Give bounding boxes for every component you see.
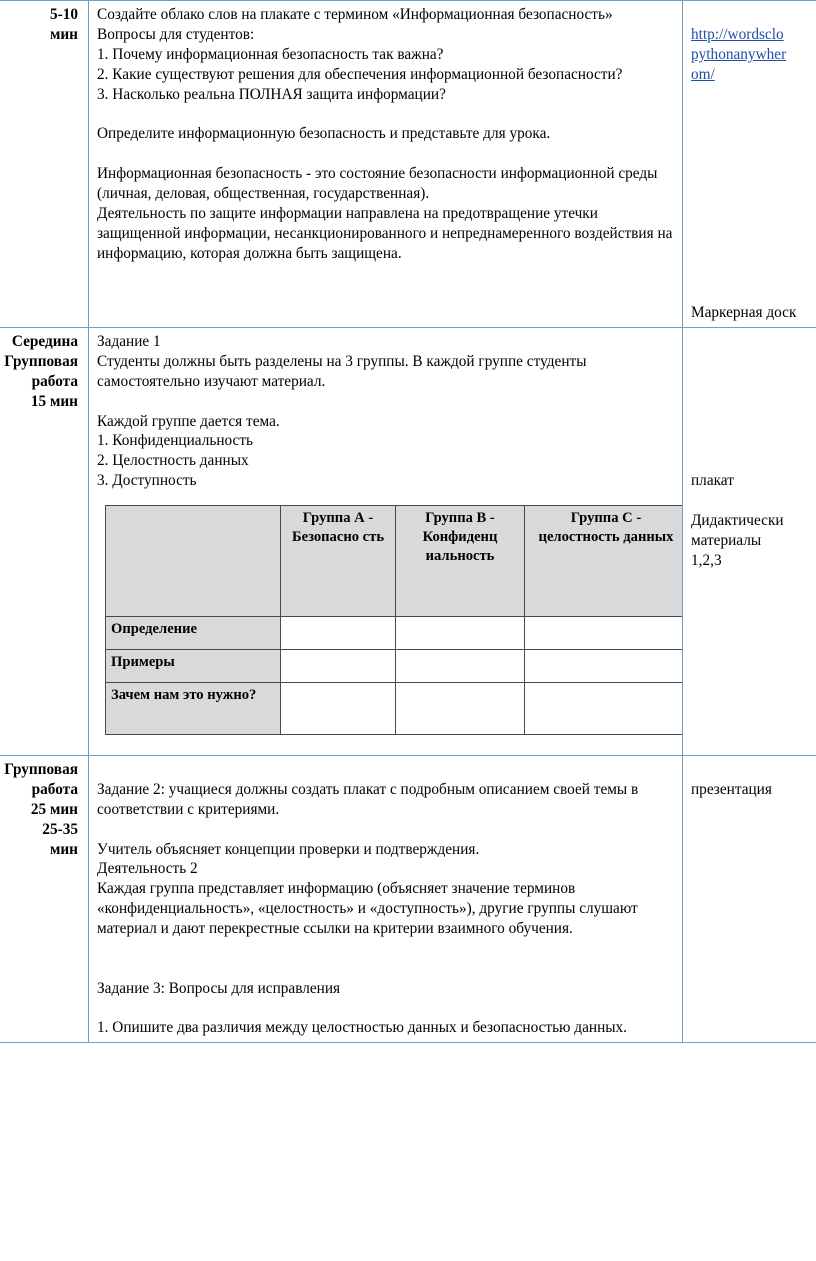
time-line: Середина [11,333,78,350]
resource-spacer [691,164,809,184]
criteria-table [105,505,688,735]
question-2: 2. Какие существуют решения для обеспечения информационной безопасности? [97,65,623,83]
resource-spacer [691,491,809,511]
row-content-cell-3 [89,756,683,1043]
criteria-corner-cell [106,506,281,617]
topic-2: 2. Целостность данных [97,452,249,470]
resource-spacer [691,144,809,164]
criteria-col-group-c: Группа С - целостность данных [525,506,688,617]
resource-spacer [691,451,809,471]
resource-spacer [691,224,809,244]
resource-whiteboard: Маркерная доск [691,304,797,322]
time-line: Групповая [4,761,78,778]
resource-poster: плакат [691,472,734,490]
row-resources-cell-3 [683,756,816,1043]
criteria-header-row [106,506,688,617]
time-line: 25 мин [30,800,78,818]
resource-didactic-materials-line3: 1,2,3 [691,551,722,569]
row-resources-cell-1 [683,1,816,328]
paragraph-spacer [97,104,675,124]
row-time-cell-1 [0,1,89,328]
criteria-row-definition [106,617,688,650]
assignment-3-question-1: 1. Опишите два различия между целостностью данных и безопасностью данных. [97,1019,628,1037]
criteria-col-group-b: Группа В - Конфиденц иальность [396,506,525,617]
time-line: мин [49,840,78,858]
definition-text: Информационная безопасность - это состояние безопасности информационной среды (личная, деловая, общественная, государственная). [97,165,658,202]
activity-2-title: Деятельность 2 [97,860,198,878]
paragraph-spacer [97,392,675,412]
activity-2-text: Каждая группа представляет информацию (объясняет значение терминов «конфиденциальность», «целостность» и «доступность»), другие группы слушают материал и дают перекрестные ссылки на критерии взаимного обучения. [97,880,638,937]
criteria-row-why [106,683,688,735]
paragraph-spacer [97,939,675,959]
row-content-cell-1 [89,1,683,328]
criteria-cell[interactable] [281,617,396,650]
table-row [0,1,816,328]
resource-spacer [691,85,809,105]
question-3: 3. Насколько реальна ПОЛНАЯ защита информации? [97,85,446,103]
resource-presentation: презентация [691,780,772,798]
resource-spacer [691,5,809,25]
paragraph-spacer [97,820,675,840]
wordcloud-link-line-1[interactable]: http://wordsclo [691,25,784,43]
time-line: Групповая [4,352,78,370]
teacher-explanation-text: Учитель объясняет концепции проверки и подтверждения. [97,840,480,858]
criteria-cell[interactable] [396,683,525,735]
criteria-cell[interactable] [281,683,396,735]
topics-heading: Каждой группе дается тема. [97,412,280,430]
paragraph-spacer [97,144,675,164]
criteria-cell[interactable] [525,650,688,683]
table-row [0,328,816,756]
criteria-cell[interactable] [396,617,525,650]
criteria-cell[interactable] [525,617,688,650]
assignment-3-title: Задание 3: Вопросы для исправления [97,979,341,997]
row-time-cell-2 [0,328,89,756]
resource-spacer [691,352,809,372]
resource-spacer [691,184,809,204]
time-line: 15 мин [30,392,78,410]
time-line: работа [31,372,78,390]
topic-3: 3. Доступность [97,472,197,490]
table-row [0,756,816,1043]
row-time-cell-3 [0,756,89,1043]
resource-spacer [691,204,809,224]
assignment-1-text: Студенты должны быть разделены на 3 группы. В каждой группе студенты самостоятельно изучают материал. [97,352,587,390]
criteria-row-label: Примеры [106,650,281,683]
time-line: мин [49,25,78,43]
task-instruction: Создайте облако слов на плакате с термином «Информационная безопасность» [97,6,613,23]
wordcloud-link-line-3[interactable]: om/ [691,65,715,83]
criteria-col-group-a: Группа А - Безопасно сть [281,506,396,617]
resource-spacer [691,244,809,264]
row-content-cell-2 [89,328,683,756]
criteria-row-label: Зачем нам это нужно? [106,683,281,735]
resource-spacer [691,412,809,432]
resource-spacer [691,392,809,412]
paragraph-spacer [97,760,675,780]
questions-heading: Вопросы для студентов: [97,25,255,43]
assignment-1-title: Задание 1 [97,333,161,350]
resource-spacer [691,760,809,780]
criteria-cell[interactable] [525,683,688,735]
criteria-row-examples [106,650,688,683]
paragraph-spacer [97,999,675,1019]
criteria-cell[interactable] [281,650,396,683]
resource-didactic-materials-line1: Дидактически [691,511,784,529]
resource-spacer [691,104,809,124]
protection-activity-text: Деятельность по защите информации направлена на предотвращение утечки защищенной информации, несанкционированного и непреднамеренного воздействия на информацию, которая должна быть защищена. [97,204,673,262]
row-resources-cell-2 [683,328,816,756]
criteria-cell[interactable] [396,650,525,683]
resource-spacer [691,372,809,392]
time-line: работа [31,780,78,798]
definition-prompt: Определите информационную безопасность и представьте для урока. [97,125,551,143]
wordcloud-link-line-2[interactable]: pythonanywher [691,45,787,63]
resource-didactic-materials-line2: материалы [691,531,762,549]
resource-spacer [691,431,809,451]
time-line: 5-10 [49,6,78,23]
resource-spacer [691,283,809,303]
paragraph-spacer [97,959,675,979]
criteria-row-label: Определение [106,617,281,650]
question-1: 1. Почему информационная безопасность так важна? [97,45,444,63]
time-line: 25-35 [42,820,78,838]
resource-spacer [691,263,809,283]
resource-spacer [691,332,809,352]
assignment-2-text: Задание 2: учащиеся должны создать плакат с подробным описанием своей темы в соответствии с критериями. [97,780,639,818]
topic-1: 1. Конфиденциальность [97,432,254,450]
resource-spacer [691,124,809,144]
